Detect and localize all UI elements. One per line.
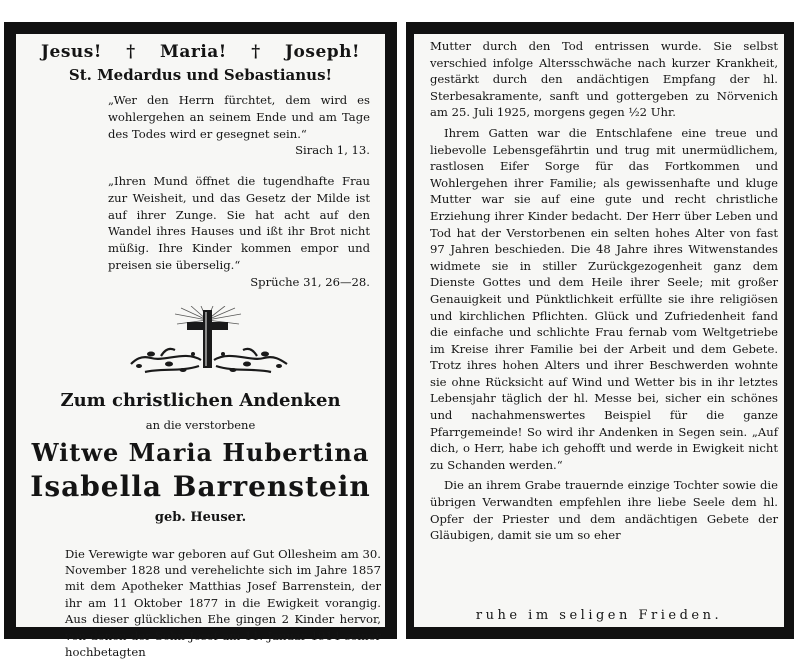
deceased-name-line-1: Witwe Maria Hubertina — [31, 438, 370, 467]
invocation-cross-1: † — [126, 42, 136, 62]
biography-text-right — [430, 38, 778, 544]
closing-line: ruhe im seligen Frieden. — [475, 608, 723, 623]
invocation-line — [16, 42, 385, 62]
memorial-subheading: an die verstorbene — [145, 418, 256, 432]
left-card-panel — [16, 34, 385, 660]
cross-with-rays-and-floral-scrolls-icon — [121, 306, 301, 378]
biography-paragraph-3: Die an ihrem Grabe trauernde einzige Tochter sowie die übrigen Verwandten empfehlen ihre liebe Seele dem hl. Opfer der Priester und dem andächtigen Gebete der Gläubigen, damit sie um so eher — [430, 478, 778, 543]
biography-paragraph-2: Ihrem Gatten war die Entschlafene eine treue und liebevolle Lebensgefährtin und trug mit unermüdlichem, rastlosen Eifer Sorge für das Fortkommen und Wohlergehen ihrer Familie; als gewissenhafte und kluge Mutter war sie auf eine gute und recht christliche Erziehung ihrer Kinder bedacht. Der Herr über Leben und Tod hat der Verstorbenen ein selten hohes Alter von fast 97 Jahren beschieden. Die 48 Jahre ihres Witwenstandes widmete sie in stiller Zurückgezogenheit ganz dem Dienste Gottes und dem Heile ihrer Seele; mit großer Genauigkeit und Pünktlichkeit erfüllte sie ihre religiösen und kirchlichen Pflichten. Glück und Zufriedenheit fand die einfache und schlichte Frau fernab vom Weltgetriebe im Kreise ihrer Familie bei der Arbeit und dem Gebete. Trotz ihres hohen Alters und ihrer Beschwerden wohnte sie ohne Rücksicht auf Wind und Wetter bis in ihr letztes Lebensjahr täglich der hl. Messe bei, sicher ein schönes und nachahmenswertes Beispiel für die ganze Pfarrgemeinde! So wird ihr Andenken in Segen sein. „Auf dich, o Herr, habe ich gehofft und werde in Ewigkeit nicht zu Schanden werden.“ — [430, 125, 778, 472]
quote-sirach — [108, 92, 370, 159]
quote-proverbs-text: „Ihren Mund öffnet die tugendhafte Frau zur Weisheit, und das Gesetz der Milde ist auf ihrer Zunge. Sie hat acht auf den Wandel ihres Hauses und ißt ihr Brot nicht müßig. Ihre Kinder kommen empor und preisen sie überselig.“ — [108, 174, 370, 272]
left-card-border — [4, 22, 397, 660]
invocation-jesus: Jesus! — [40, 42, 102, 62]
right-card-panel — [414, 34, 784, 627]
invocation-maria: Maria! — [160, 42, 227, 62]
quote-proverbs — [108, 173, 370, 291]
biography-paragraph-1: Mutter durch den Tod entrissen wurde. Sie selbst verschied infolge Altersschwäche nach kurzer Krankheit, gestärkt durch den andächtigen Empfang der hl. Sterbesakramente, sanft und gottergeben zu Nörvenich am 25. Juli 1925, morgens gegen ½2 Uhr. — [430, 39, 778, 120]
quote-sirach-reference: Sirach 1, 13. — [295, 143, 370, 158]
saints-line: St. Medardus und Sebastianus! — [68, 66, 333, 84]
biography-text-left: Die Verewigte war geboren auf Gut Ollesheim am 30. November 1828 und verehelichte sich im Jahre 1857 mit dem Apotheker Matthias Josef Barrenstein, der ihr am 11 Oktober 1877 in die Ewigkeit vorangig. Aus dieser glücklichen Ehe gingen 2 Kinder hervor, von denen der Sohn Josef am 11. Januar 1914 seiner hochbetagten — [65, 546, 381, 660]
birth-name: geb. Heuser. — [154, 510, 247, 525]
right-card-border — [406, 22, 794, 639]
quote-sirach-text: „Wer den Herrn fürchtet, dem wird es wohlergehen an seinem Ende und am Tage des Todes wird er gesegnet sein.“ — [108, 93, 370, 141]
invocation-cross-2: † — [251, 42, 261, 62]
deceased-name-line-2: Isabella Barrenstein — [30, 470, 371, 503]
quote-proverbs-reference: Sprüche 31, 26—28. — [250, 274, 370, 289]
memorial-heading: Zum christlichen Andenken — [60, 390, 341, 411]
invocation-joseph: Joseph! — [285, 42, 360, 62]
